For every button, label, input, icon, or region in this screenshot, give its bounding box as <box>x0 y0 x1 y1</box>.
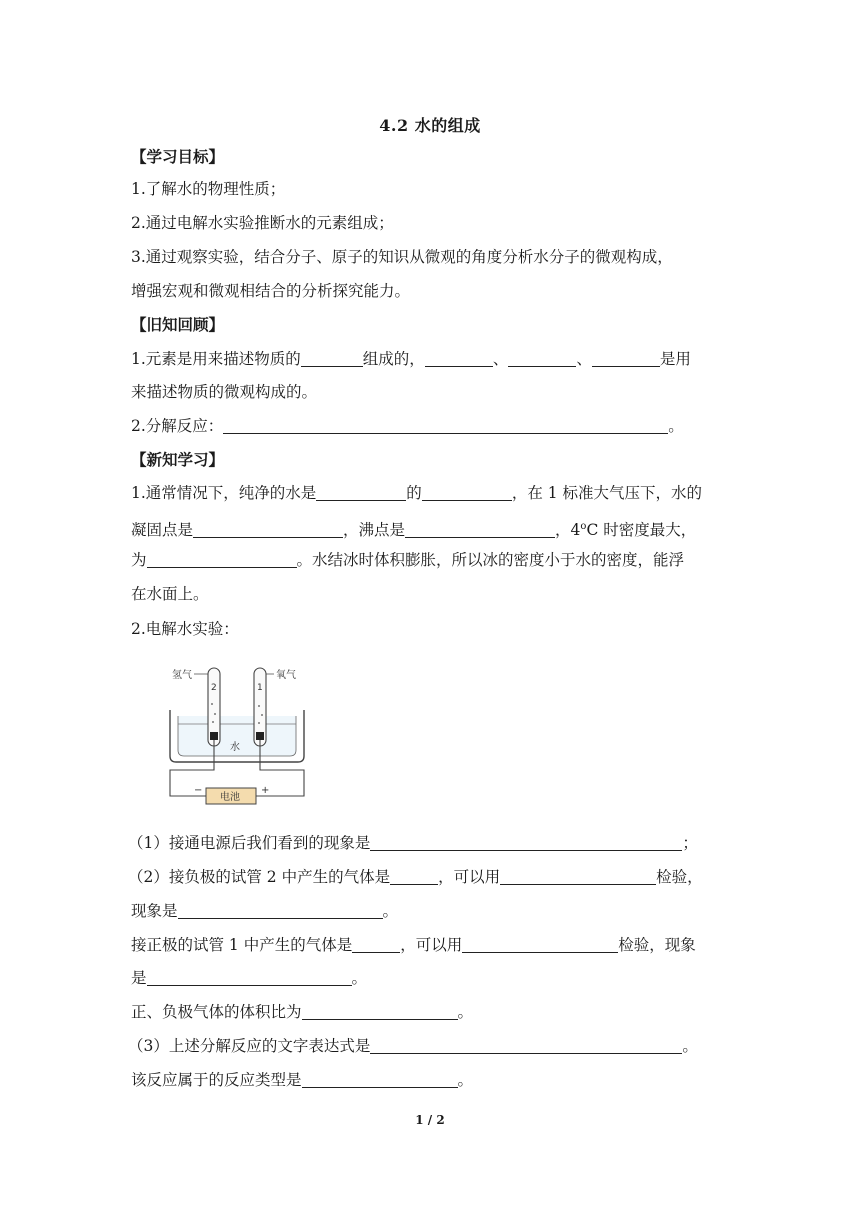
fill-blank[interactable] <box>301 350 363 367</box>
question-2-line4 <box>131 967 731 989</box>
question-text: （3）上述分解反应的文字表达式是 <box>128 1037 371 1055</box>
fill-blank[interactable] <box>405 521 555 538</box>
review-text: 2.分解反应： <box>131 417 224 435</box>
new-text: 。水结冰时体积膨胀，所以冰的密度小于水的密度，能浮 <box>296 551 685 569</box>
question-1 <box>128 832 728 854</box>
fill-blank[interactable] <box>147 969 352 986</box>
review-text: 组成的， <box>362 350 425 368</box>
fill-blank[interactable] <box>302 1071 458 1088</box>
new-text: 凝固点是 <box>131 521 194 539</box>
fill-blank[interactable] <box>316 484 406 501</box>
oxygen-label: 氧气 <box>276 670 296 681</box>
goal-1: 1.了解水的物理性质； <box>131 180 286 198</box>
tube-1-label: 1 <box>257 683 263 693</box>
fill-blank[interactable] <box>223 417 668 434</box>
degree-sign: o <box>580 521 587 532</box>
section-new: 【新知学习】 <box>131 450 225 469</box>
fill-blank[interactable] <box>302 1003 458 1020</box>
new-text: C 时密度最大， <box>586 521 697 539</box>
battery-label: 电池 <box>220 792 240 803</box>
question-text: ，可以用 <box>438 868 501 886</box>
fill-blank[interactable] <box>508 350 576 367</box>
review-1-line2: 来描述物质的微观构成的。 <box>131 383 318 401</box>
review-text: 、 <box>576 350 592 368</box>
electrode-negative <box>210 732 218 740</box>
question-text: 现象是 <box>131 902 178 920</box>
question-text: 。 <box>457 1003 474 1021</box>
new-text: ，沸点是 <box>343 521 406 539</box>
fill-blank[interactable] <box>462 936 618 953</box>
question-text: 检验， <box>656 868 703 886</box>
question-text: 。 <box>682 1037 698 1055</box>
question-text: 接正极的试管 1 中产生的气体是 <box>131 936 353 954</box>
new-text: 1.通常情况下，纯净的水是 <box>131 484 317 502</box>
new-text: ，在 1 标准大气压下，水的 <box>511 484 703 502</box>
water-label: 水 <box>230 742 240 753</box>
fill-blank[interactable] <box>352 936 400 953</box>
section-goals: 【学习目标】 <box>131 147 225 166</box>
fill-blank[interactable] <box>147 551 297 568</box>
question-text: 。 <box>457 1071 474 1089</box>
fill-blank[interactable] <box>390 868 438 885</box>
review-text: 、 <box>492 350 509 368</box>
electrolysis-diagram <box>164 660 314 810</box>
question-text: （2）接负极的试管 2 中产生的气体是 <box>128 868 391 886</box>
question-text: 该反应属于的反应类型是 <box>131 1071 302 1089</box>
question-text: 正、负极气体的体积比为 <box>131 1003 302 1021</box>
new-text: 为 <box>131 551 147 569</box>
fill-blank[interactable] <box>178 902 383 919</box>
review-text: 是用 <box>659 350 691 368</box>
question-text: ； <box>682 834 698 852</box>
question-2-line3 <box>131 934 731 956</box>
fill-blank[interactable] <box>370 1037 682 1054</box>
fill-blank[interactable] <box>500 868 656 885</box>
review-2 <box>131 415 731 437</box>
new-2: 2.电解水实验： <box>131 620 239 638</box>
new-1-line1 <box>131 482 731 504</box>
question-2-line2 <box>131 900 731 922</box>
tube-2-label: 2 <box>211 683 217 693</box>
hydrogen-label: 氢气 <box>172 670 192 681</box>
question-text: 。 <box>351 969 368 987</box>
question-3-line2 <box>131 1069 731 1091</box>
review-1-line1 <box>131 348 731 370</box>
fill-blank[interactable] <box>370 834 682 851</box>
section-review: 【旧知回顾】 <box>131 315 225 334</box>
minus-sign: − <box>194 785 203 796</box>
question-text: 是 <box>131 969 147 987</box>
fill-blank[interactable] <box>425 350 493 367</box>
fill-blank[interactable] <box>193 521 343 538</box>
new-1-line2 <box>131 516 731 541</box>
question-3-line1 <box>128 1035 728 1057</box>
goal-3-line1: 3.通过观察实验，结合分子、原子的知识从微观的角度分析水分子的微观构成， <box>131 248 673 266</box>
question-text: 。 <box>382 902 399 920</box>
goal-3-line2: 增强宏观和微观相结合的分析探究能力。 <box>131 282 411 300</box>
question-2-line1 <box>128 866 728 888</box>
new-1-line4: 在水面上。 <box>131 585 209 603</box>
review-text: 。 <box>668 417 684 435</box>
plus-sign: + <box>261 785 270 796</box>
new-1-line3 <box>131 549 731 571</box>
electrode-positive <box>256 732 264 740</box>
new-text: ，4 <box>555 521 581 539</box>
question-text: ，可以用 <box>400 936 463 954</box>
goal-2: 2.通过电解水实验推断水的元素组成； <box>131 214 394 232</box>
page-number: 1 / 2 <box>415 1113 445 1127</box>
page-title: 4.2 水的组成 <box>379 116 481 135</box>
question-2-line5 <box>131 1001 731 1023</box>
new-text: 的 <box>406 484 422 502</box>
review-text: 1.元素是用来描述物质的 <box>131 350 301 368</box>
question-text: 检验，现象 <box>618 936 696 954</box>
fill-blank[interactable] <box>592 350 660 367</box>
fill-blank[interactable] <box>422 484 512 501</box>
question-text: （1）接通电源后我们看到的现象是 <box>128 834 371 852</box>
